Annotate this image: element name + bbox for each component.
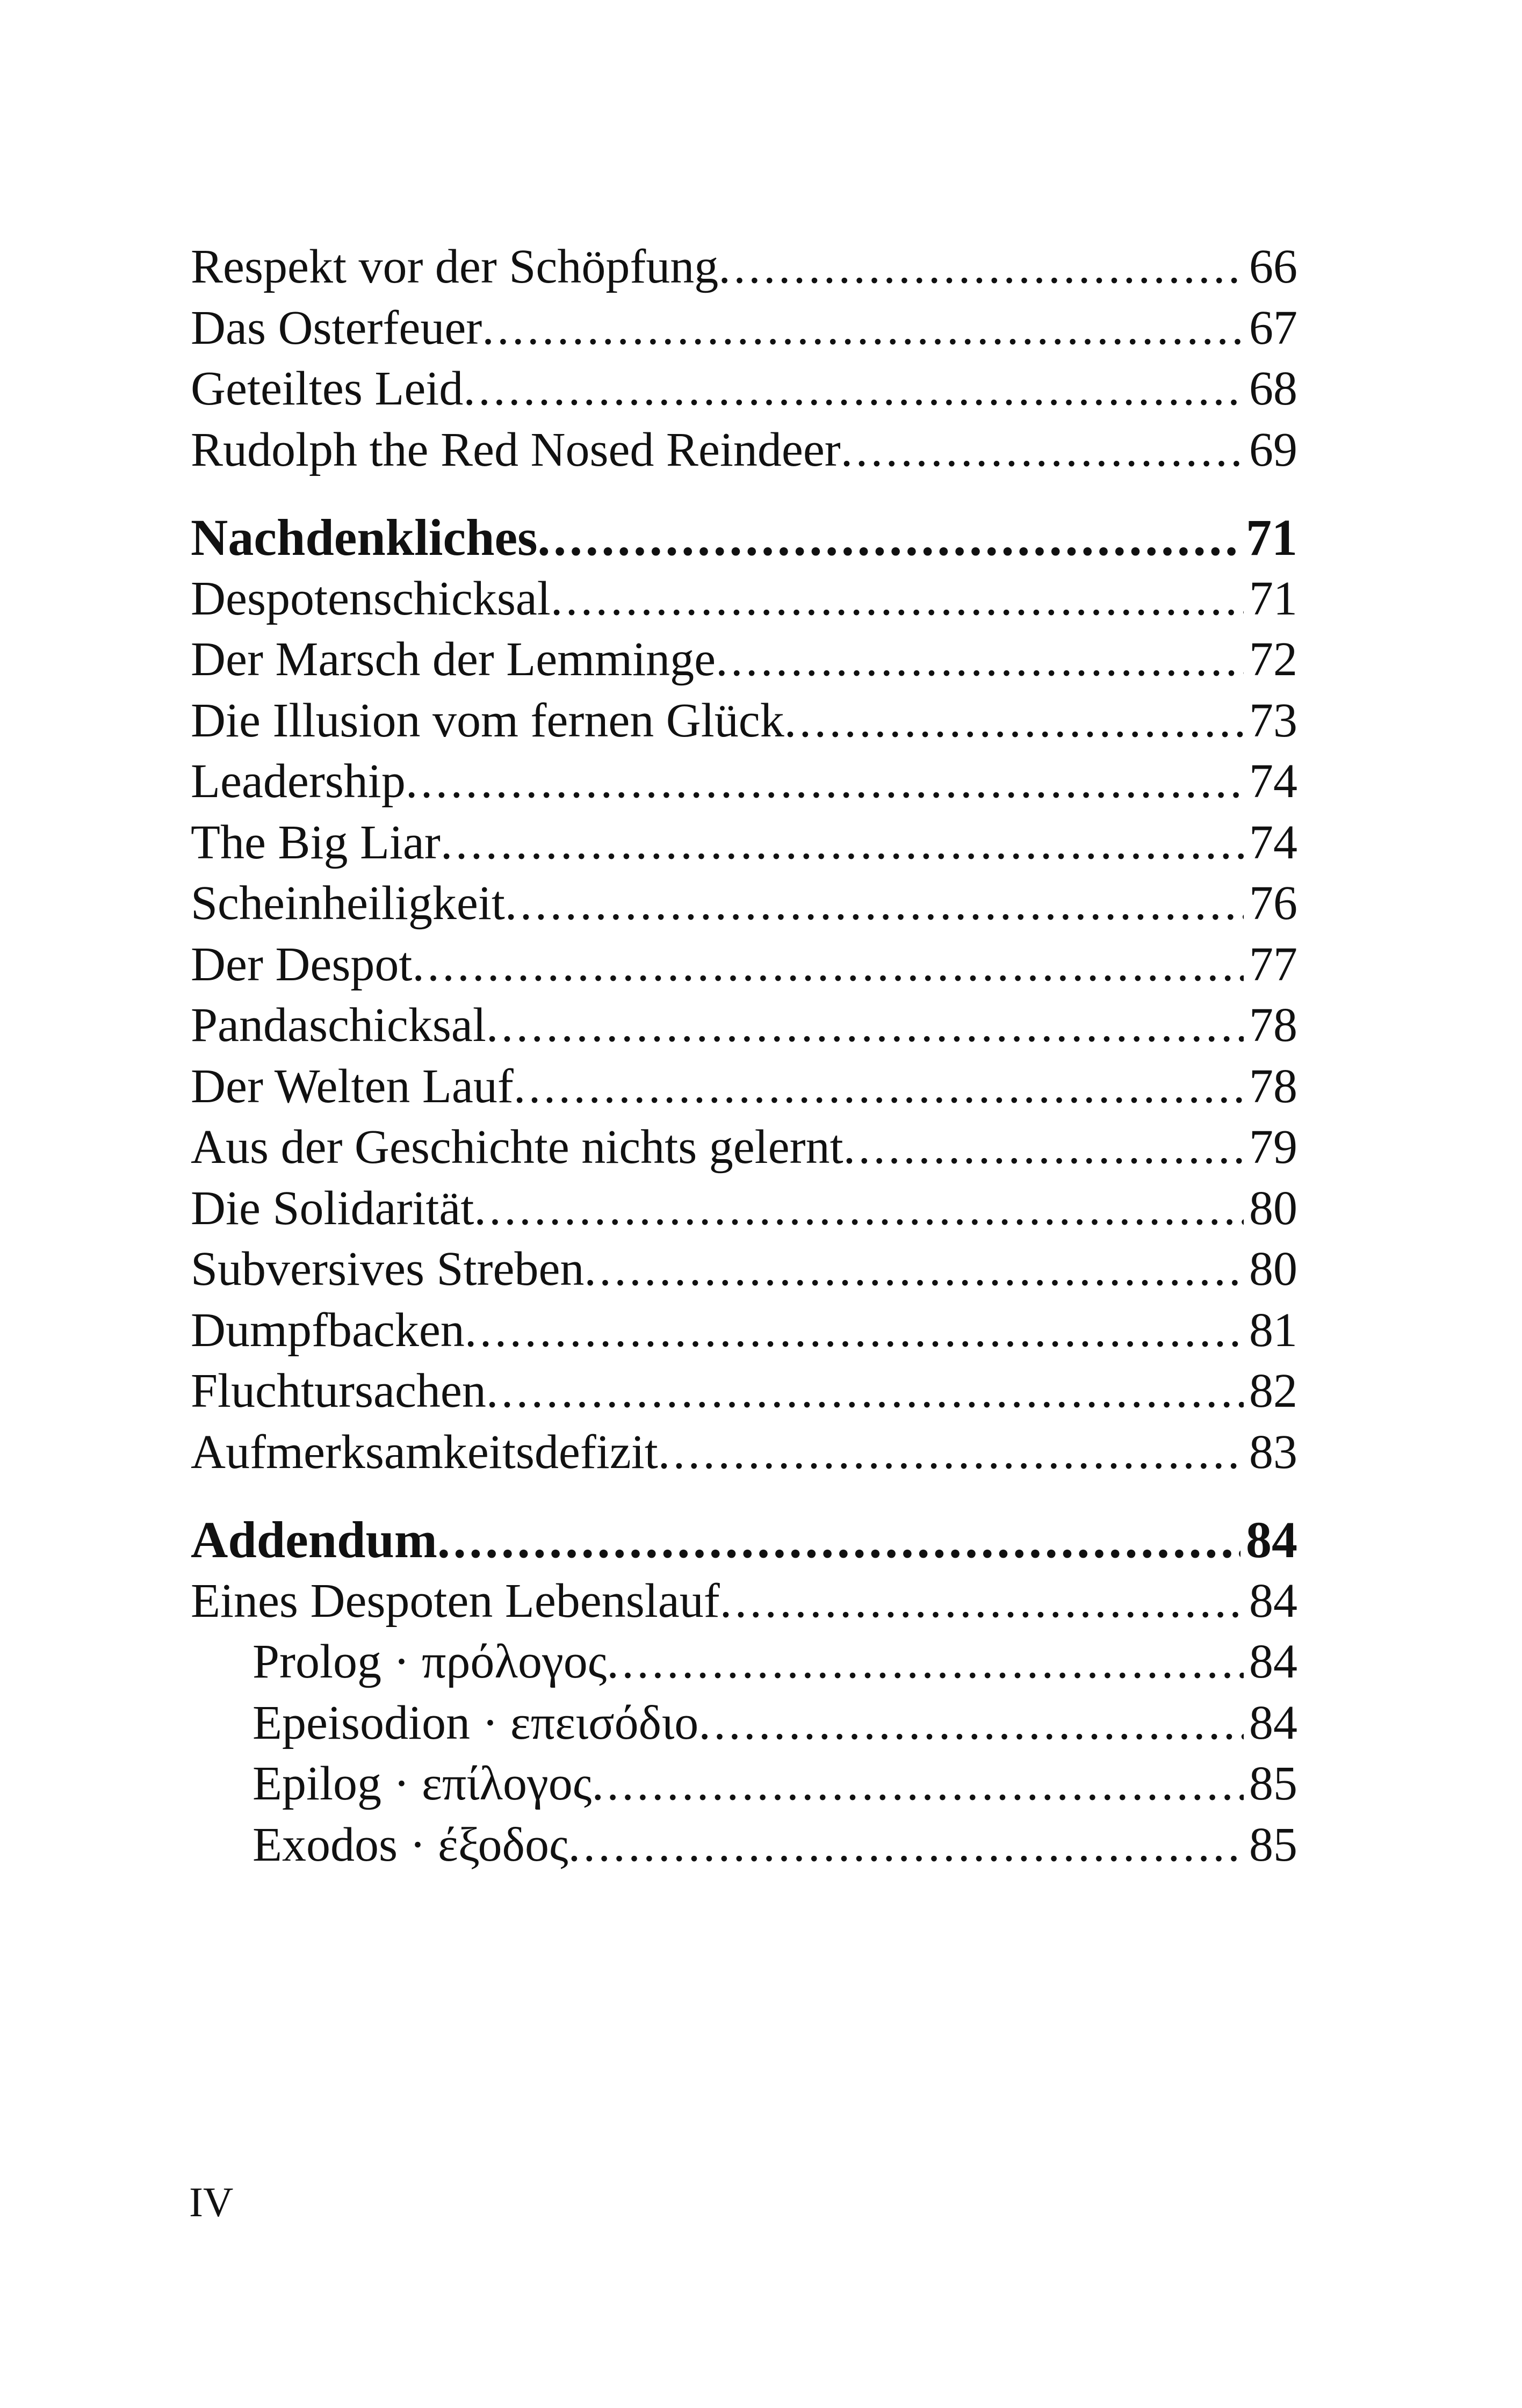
dot-leader: [698, 1693, 1244, 1754]
toc-entry-page: 79: [1249, 1120, 1297, 1174]
dot-leader: [658, 1422, 1244, 1483]
toc-entry: [191, 1422, 1297, 1483]
dot-leader: [463, 358, 1244, 420]
toc-entry: [191, 568, 1297, 630]
dot-leader: [505, 873, 1244, 934]
toc-entry-title: Der Marsch der Lemminge: [191, 633, 716, 686]
dot-leader: [465, 1300, 1244, 1361]
dot-leader: [441, 812, 1244, 873]
toc-entry-page: 77: [1249, 937, 1297, 991]
toc-entry: [191, 690, 1297, 751]
toc-entry-title: Pandaschicksal: [191, 999, 486, 1052]
dot-leader: [486, 1361, 1244, 1422]
toc-entry: [191, 873, 1297, 934]
toc-section-title: Nachdenkliches: [191, 509, 538, 566]
toc-entry-page: 80: [1249, 1242, 1297, 1296]
toc-entry: [191, 236, 1297, 298]
toc-entry: [191, 629, 1297, 690]
toc-entry-page: 76: [1249, 877, 1297, 930]
toc-subentry: [191, 1693, 1297, 1754]
toc-entry-page: 71: [1249, 572, 1297, 625]
toc-entry-title: Aus der Geschichte nichts gelernt: [191, 1120, 843, 1174]
dot-leader: [537, 507, 1240, 568]
toc-entry-page: 66: [1249, 240, 1297, 293]
toc-entry-title: Dumpfbacken: [191, 1303, 465, 1357]
toc-subentry: [191, 1753, 1297, 1814]
dot-leader: [841, 420, 1244, 481]
toc-entry-title: Der Welten Lauf: [191, 1059, 514, 1113]
toc-entry: [191, 812, 1297, 873]
dot-leader: [568, 1814, 1244, 1876]
toc-entry: [191, 1300, 1297, 1361]
dot-leader: [551, 568, 1244, 630]
dot-leader: [720, 1571, 1244, 1632]
toc-entry-page: 84: [1249, 1574, 1297, 1628]
toc-entry-title: Der Despot: [191, 937, 413, 991]
dot-leader: [584, 1239, 1244, 1300]
toc-entry: [191, 995, 1297, 1056]
toc-entry: [191, 751, 1297, 812]
toc-entry-page: 78: [1249, 999, 1297, 1052]
toc-entry-title: Epilog · επίλογος: [253, 1757, 592, 1810]
page-number: IV: [189, 2179, 234, 2225]
toc-section-title: Addendum: [191, 1511, 437, 1568]
toc-entry: [191, 1178, 1297, 1239]
dot-leader: [784, 690, 1244, 751]
toc-entry: [191, 1056, 1297, 1117]
toc-entry-page: 84: [1249, 1635, 1297, 1688]
toc-entry: [191, 420, 1297, 481]
toc-entry-page: 85: [1249, 1818, 1297, 1871]
toc-entry-title: Die Illusion vom fernen Glück: [191, 693, 784, 747]
toc-entry-page: 72: [1249, 633, 1297, 686]
toc-entry-page: 68: [1249, 362, 1297, 415]
dot-leader: [607, 1631, 1244, 1693]
toc-entry-page: 81: [1249, 1303, 1297, 1357]
dot-leader: [406, 751, 1244, 812]
toc-entry-title: Despotenschicksal: [191, 572, 551, 625]
dot-leader: [486, 995, 1244, 1056]
toc-entry-title: Scheinheiligkeit: [191, 877, 505, 930]
dot-leader: [412, 934, 1244, 995]
toc-section-heading: [191, 1509, 1297, 1571]
toc-entry-title: Exodos · έξοδος: [253, 1818, 568, 1871]
toc-entry-page: 85: [1249, 1757, 1297, 1810]
toc-entry-page: 74: [1249, 815, 1297, 869]
toc-entry-title: Rudolph the Red Nosed Reindeer: [191, 423, 841, 476]
table-of-contents: [191, 236, 1297, 1875]
dot-leader: [437, 1509, 1240, 1571]
toc-entry-title: Das Osterfeuer: [191, 301, 482, 355]
toc-entry-title: Aufmerksamkeitsdefizit: [191, 1425, 658, 1479]
toc-entry-page: 84: [1249, 1696, 1297, 1749]
toc-entry: [191, 934, 1297, 995]
dot-leader: [592, 1753, 1244, 1814]
toc-entry: [191, 1571, 1297, 1632]
dot-leader: [514, 1056, 1244, 1117]
toc-entry: [191, 1239, 1297, 1300]
toc-entry-title: Fluchtursachen: [191, 1364, 486, 1418]
toc-entry: [191, 358, 1297, 420]
toc-section-page: 84: [1246, 1511, 1297, 1568]
dot-leader: [843, 1117, 1244, 1178]
toc-entry-title: Leadership: [191, 755, 406, 808]
toc-entry-page: 67: [1249, 301, 1297, 355]
toc-entry-title: Epeisodion · επεισόδιο: [253, 1696, 699, 1749]
dot-leader: [474, 1178, 1244, 1239]
toc-entry-page: 82: [1249, 1364, 1297, 1418]
toc-entry: [191, 298, 1297, 359]
toc-entry-page: 69: [1249, 423, 1297, 476]
toc-section-heading: [191, 507, 1297, 568]
toc-entry-title: Prolog · πρόλογος: [253, 1635, 607, 1688]
dot-leader: [718, 236, 1244, 298]
toc-entry-title: Subversives Streben: [191, 1242, 585, 1296]
toc-entry-page: 73: [1249, 693, 1297, 747]
toc-entry-title: The Big Liar: [191, 815, 441, 869]
toc-entry: [191, 1361, 1297, 1422]
toc-entry: [191, 1117, 1297, 1178]
toc-entry-title: Die Solidarität: [191, 1181, 474, 1235]
toc-entry-page: 74: [1249, 755, 1297, 808]
dot-leader: [716, 629, 1244, 690]
toc-entry-title: Respekt vor der Schöpfung: [191, 240, 719, 293]
toc-entry-page: 83: [1249, 1425, 1297, 1479]
toc-entry-title: Eines Despoten Lebenslauf: [191, 1574, 720, 1628]
toc-entry-page: 80: [1249, 1181, 1297, 1235]
toc-subentry: [191, 1631, 1297, 1693]
toc-section-page: 71: [1246, 509, 1297, 566]
toc-entry-page: 78: [1249, 1059, 1297, 1113]
toc-entry-title: Geteiltes Leid: [191, 362, 464, 415]
toc-subentry: [191, 1814, 1297, 1876]
dot-leader: [482, 298, 1244, 359]
